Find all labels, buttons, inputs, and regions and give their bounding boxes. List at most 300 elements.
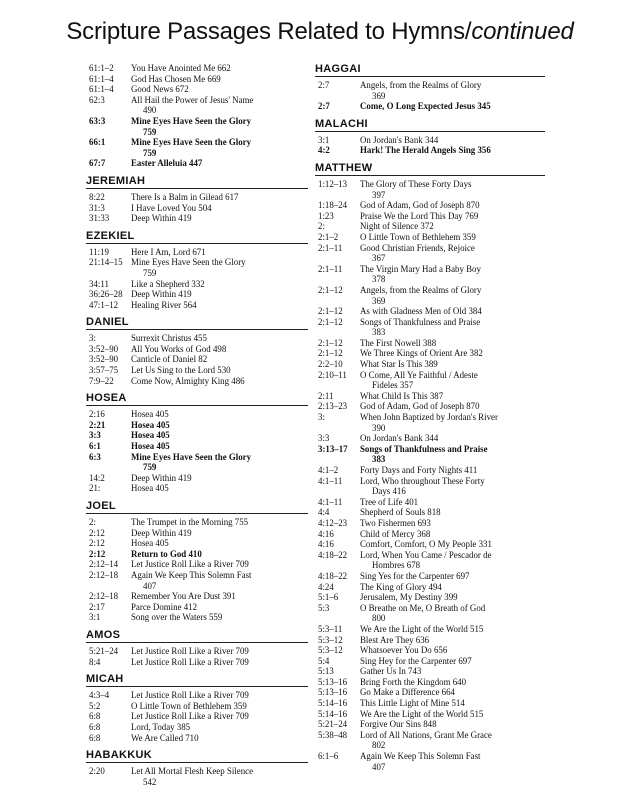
hymn-title-text: God of Adam, God of Joseph 870 bbox=[360, 200, 480, 211]
hymn-number: 397 bbox=[372, 189, 386, 200]
hymn-title bbox=[360, 730, 545, 751]
scripture-entry bbox=[86, 570, 308, 591]
hymn-title bbox=[360, 603, 545, 624]
scripture-reference: 2:16 bbox=[89, 409, 105, 420]
book-heading: HOSEA bbox=[86, 392, 308, 406]
hymn-number: 369 bbox=[372, 295, 386, 306]
hymn-title bbox=[360, 719, 545, 730]
scripture-reference: 2:17 bbox=[89, 601, 105, 612]
scripture-reference: 2:7 bbox=[318, 80, 330, 90]
scripture-entry bbox=[315, 709, 545, 720]
scripture-reference: 2:12–18 bbox=[89, 569, 119, 580]
scripture-reference: 3:52–90 bbox=[89, 343, 119, 354]
scripture-reference: 3:52–90 bbox=[89, 354, 119, 365]
hymn-title bbox=[131, 158, 308, 169]
hymn-title-text: Surrexit Christus 455 bbox=[131, 333, 207, 344]
hymn-title-text: Again We Keep This Solemn Fast bbox=[131, 569, 252, 580]
hymn-title-text: Remember You Are Dust 391 bbox=[131, 591, 236, 602]
hymn-title-text: As with Gladness Men of Old 384 bbox=[360, 306, 482, 317]
hymn-title bbox=[360, 550, 545, 571]
scripture-reference: 2:1–11 bbox=[318, 263, 343, 274]
hymn-title-text: The First Nowell 388 bbox=[360, 337, 437, 348]
hymn-title bbox=[360, 518, 545, 529]
hymn-title-text: God Has Chosen Me 669 bbox=[131, 73, 221, 84]
scripture-entry bbox=[86, 430, 308, 441]
scripture-reference: 47:1–12 bbox=[89, 299, 119, 310]
hymn-title-text: Angels, from the Realms of Glory bbox=[360, 284, 482, 295]
scripture-reference: 2:1–12 bbox=[318, 348, 343, 359]
hymn-title-text: There Is a Balm in Gilead 617 bbox=[131, 191, 239, 202]
hymn-title-text: Let Justice Roll Like a River 709 bbox=[131, 711, 249, 722]
hymn-title bbox=[360, 285, 545, 306]
hymn-title-text: All Hail the Power of Jesus' Name bbox=[131, 94, 254, 105]
hymn-title bbox=[131, 528, 308, 539]
book-heading: MALACHI bbox=[315, 118, 545, 132]
hymn-title-text: God of Adam, God of Joseph 870 bbox=[360, 401, 480, 412]
scripture-entry bbox=[86, 452, 308, 473]
scripture-entry bbox=[315, 200, 545, 211]
hymn-title-text: Let Us Sing to the Lord 530 bbox=[131, 365, 231, 376]
hymn-title bbox=[131, 517, 308, 528]
scripture-entry bbox=[86, 279, 308, 290]
scripture-reference: 7:9–22 bbox=[89, 375, 114, 386]
hymn-title bbox=[131, 137, 308, 158]
hymn-title bbox=[360, 582, 545, 593]
hymn-title bbox=[131, 473, 308, 484]
hymn-title-text: This Little Light of Mine 514 bbox=[360, 698, 465, 709]
hymn-title bbox=[131, 722, 308, 733]
hymn-title-text: Blest Are They 636 bbox=[360, 634, 430, 645]
hymn-title bbox=[360, 145, 545, 156]
scripture-entry bbox=[86, 289, 308, 300]
hymn-title bbox=[131, 483, 308, 494]
scripture-reference: 61:1–2 bbox=[89, 63, 114, 73]
hymn-title-text: Let Justice Roll Like a River 709 bbox=[131, 559, 249, 570]
scripture-reference: 5:14–16 bbox=[318, 708, 348, 719]
hymn-title-text: Parce Domine 412 bbox=[131, 601, 198, 612]
scripture-entry bbox=[315, 370, 545, 391]
book-heading: MATTHEW bbox=[315, 162, 545, 176]
hymn-title bbox=[360, 497, 545, 508]
scripture-entry bbox=[86, 646, 308, 657]
scripture-entry bbox=[315, 444, 545, 465]
scripture-reference: 2:1–12 bbox=[318, 306, 343, 317]
hymn-title bbox=[360, 656, 545, 667]
hymn-number: 759 bbox=[143, 267, 157, 278]
hymn-title bbox=[360, 359, 545, 370]
hymn-title-text: Mine Eyes Have Seen the Glory bbox=[131, 451, 252, 462]
hymn-title-text: The Glory of These Forty Days bbox=[360, 178, 472, 189]
hymn-number: 490 bbox=[143, 105, 157, 116]
hymn-title bbox=[360, 507, 545, 518]
scripture-entry bbox=[315, 433, 545, 444]
scripture-reference: 5:21–24 bbox=[89, 645, 119, 656]
hymn-title-text: Sing Yes for the Carpenter 697 bbox=[360, 570, 470, 581]
scripture-reference: 62:3 bbox=[89, 94, 105, 105]
book-heading: DANIEL bbox=[86, 316, 308, 330]
hymn-title-text: Let Justice Roll Like a River 709 bbox=[131, 645, 249, 656]
book-heading: AMOS bbox=[86, 629, 308, 643]
hymn-title bbox=[360, 444, 545, 465]
hymn-title bbox=[360, 677, 545, 688]
hymn-title bbox=[131, 84, 308, 95]
hymn-number: Hombres 678 bbox=[372, 560, 421, 571]
hymn-title-text: We Are the Light of the World 515 bbox=[360, 708, 484, 719]
hymn-title-text: Return to God 410 bbox=[131, 548, 202, 559]
scripture-reference: 5:3–11 bbox=[318, 623, 343, 634]
hymn-title-text: Hosea 405 bbox=[131, 483, 169, 494]
scripture-entry bbox=[86, 690, 308, 701]
scripture-reference: 4:24 bbox=[318, 581, 334, 592]
scripture-entry bbox=[315, 348, 545, 359]
scripture-reference: 31:3 bbox=[89, 202, 105, 213]
book-heading: JEREMIAH bbox=[86, 175, 308, 189]
hymn-title-text: Let Justice Roll Like a River 709 bbox=[131, 690, 249, 701]
scripture-reference: 8:22 bbox=[89, 191, 105, 202]
scripture-reference: 4:18–22 bbox=[318, 570, 348, 581]
hymn-title bbox=[360, 592, 545, 603]
hymn-title bbox=[360, 412, 545, 433]
scripture-reference: 2:1–12 bbox=[318, 284, 343, 295]
scripture-reference: 5:38–48 bbox=[318, 729, 348, 740]
scripture-reference: 14:2 bbox=[89, 472, 105, 483]
scripture-reference: 2: bbox=[89, 517, 96, 527]
hymn-title-text: Hosea 405 bbox=[131, 419, 170, 430]
hymn-title bbox=[131, 247, 308, 258]
hymn-number: 759 bbox=[143, 147, 157, 158]
hymn-title-text: On Jordan's Bank 344 bbox=[360, 433, 439, 444]
scripture-reference: 2:1–12 bbox=[318, 337, 343, 348]
page-title-main: Scripture Passages Related to Hymns/ bbox=[66, 18, 472, 45]
hymn-title-text: Shepherd of Souls 818 bbox=[360, 507, 441, 518]
scripture-reference: 2:21 bbox=[89, 419, 106, 430]
hymn-title bbox=[131, 538, 308, 549]
hymn-title bbox=[360, 529, 545, 540]
scripture-entry bbox=[86, 441, 308, 452]
scripture-entry bbox=[86, 95, 308, 116]
scripture-entry bbox=[315, 264, 545, 285]
hymn-title-text: Good Christian Friends, Rejoice bbox=[360, 242, 475, 253]
hymn-title-text: Go Make a Difference 664 bbox=[360, 687, 455, 698]
scripture-reference: 4:12–23 bbox=[318, 517, 348, 528]
hymn-number: Days 416 bbox=[372, 486, 406, 497]
hymn-title-text: Mine Eyes Have Seen the Glory bbox=[131, 137, 252, 148]
scripture-entry bbox=[315, 412, 545, 433]
scripture-reference: 3: bbox=[318, 412, 325, 423]
scripture-reference: 21:14–15 bbox=[89, 257, 123, 268]
hymn-title bbox=[131, 602, 308, 613]
scripture-reference: 61:1–4 bbox=[89, 84, 114, 95]
hymn-title bbox=[360, 645, 545, 656]
hymn-title bbox=[131, 365, 308, 376]
hymn-title bbox=[131, 74, 308, 85]
scripture-entry bbox=[86, 549, 308, 560]
hymn-title-text: The King of Glory 494 bbox=[360, 581, 442, 592]
hymn-title-text: Two Fishermen 693 bbox=[360, 517, 431, 528]
scripture-reference: 11:19 bbox=[89, 246, 109, 257]
scripture-reference: 6:8 bbox=[89, 721, 101, 732]
hymn-title bbox=[131, 657, 308, 668]
hymn-title-text: Forty Days and Forty Nights 411 bbox=[360, 465, 478, 475]
scripture-entry bbox=[86, 300, 308, 311]
scripture-entry bbox=[315, 179, 545, 200]
book-heading: EZEKIEL bbox=[86, 230, 308, 244]
hymn-title bbox=[360, 317, 545, 338]
hymn-number: 378 bbox=[372, 274, 386, 285]
hymn-title bbox=[131, 203, 308, 214]
scripture-reference: 4:16 bbox=[318, 528, 334, 539]
hymn-title-text: Come Now, Almighty King 486 bbox=[131, 375, 245, 386]
hymn-title bbox=[360, 80, 545, 101]
scripture-reference: 6:8 bbox=[89, 732, 101, 743]
scripture-reference: 2:10–11 bbox=[318, 369, 347, 380]
scripture-reference: 2:11 bbox=[318, 390, 334, 401]
hymn-title-text: When John Baptized by Jordan's River bbox=[360, 412, 498, 423]
book-heading: HABAKKUK bbox=[86, 749, 308, 763]
hymn-number: 800 bbox=[372, 613, 386, 624]
scripture-reference: 5:4 bbox=[318, 655, 330, 666]
hymn-title bbox=[131, 279, 308, 290]
left-column bbox=[86, 63, 308, 787]
hymn-title bbox=[360, 179, 545, 200]
hymn-title-text: Good News 672 bbox=[131, 84, 189, 95]
scripture-entry bbox=[86, 63, 308, 74]
scripture-reference: 5:1–6 bbox=[318, 592, 339, 603]
book-heading: JOEL bbox=[86, 500, 308, 514]
scripture-entry bbox=[315, 645, 545, 656]
hymn-title bbox=[131, 409, 308, 420]
hymn-number: 367 bbox=[372, 253, 386, 264]
hymn-title-text: O Breathe on Me, O Breath of God bbox=[360, 602, 486, 613]
scripture-reference: 36:26–28 bbox=[89, 289, 123, 300]
scripture-reference: 5:3 bbox=[318, 602, 330, 613]
hymn-title-text: Hosea 405 bbox=[131, 538, 169, 549]
hymn-title-text: Mine Eyes Have Seen the Glory bbox=[131, 115, 252, 126]
scripture-reference: 4:16 bbox=[318, 539, 334, 550]
hymn-title bbox=[360, 101, 545, 112]
hymn-title-text: Here I Am, Lord 671 bbox=[131, 246, 206, 257]
hymn-title-text: Deep Within 419 bbox=[131, 213, 192, 224]
scripture-entry bbox=[86, 84, 308, 95]
scripture-reference: 2:12–18 bbox=[89, 591, 119, 602]
scripture-reference: 2:12–14 bbox=[89, 559, 119, 570]
hymn-title bbox=[131, 646, 308, 657]
scripture-entry bbox=[315, 687, 545, 698]
hymn-title-text: Praise We the Lord This Day 769 bbox=[360, 210, 479, 221]
scripture-entry bbox=[86, 376, 308, 387]
hymn-title-text: Songs of Thankfulness and Praise bbox=[360, 316, 481, 327]
scripture-entry bbox=[86, 701, 308, 712]
scripture-entry bbox=[315, 507, 545, 518]
hymn-title bbox=[360, 433, 545, 444]
scripture-entry bbox=[315, 550, 545, 571]
scripture-reference: 6:3 bbox=[89, 451, 101, 462]
scripture-reference: 4:4 bbox=[318, 507, 330, 518]
scripture-entry bbox=[315, 592, 545, 603]
hymn-title-text: Let Justice Roll Like a River 709 bbox=[131, 656, 249, 667]
hymn-title bbox=[360, 391, 545, 402]
scripture-reference: 3:57–75 bbox=[89, 365, 119, 376]
scripture-reference: 3:3 bbox=[89, 430, 101, 441]
hymn-title-text: Come, O Long Expected Jesus 345 bbox=[360, 101, 491, 112]
hymn-title-text: On Jordan's Bank 344 bbox=[360, 134, 439, 145]
scripture-entry bbox=[86, 733, 308, 744]
hymn-number: Fideles 357 bbox=[372, 380, 414, 391]
scripture-reference: 5:3–12 bbox=[318, 645, 343, 656]
scripture-entry bbox=[315, 101, 545, 112]
scripture-entry bbox=[86, 213, 308, 224]
scripture-reference: 2:13–23 bbox=[318, 401, 348, 412]
scripture-entry bbox=[315, 677, 545, 688]
scripture-reference: 2:1–12 bbox=[318, 316, 343, 327]
scripture-reference: 5:21–24 bbox=[318, 719, 348, 730]
hymn-title bbox=[131, 344, 308, 355]
scripture-reference: 3: bbox=[89, 333, 96, 344]
scripture-reference: 1:23 bbox=[318, 210, 334, 221]
scripture-reference: 3:1 bbox=[89, 612, 101, 623]
scripture-entry bbox=[86, 116, 308, 137]
scripture-entry bbox=[315, 571, 545, 582]
scripture-entry bbox=[86, 257, 308, 278]
scripture-reference: 2:12 bbox=[89, 527, 105, 538]
scripture-reference: 66:1 bbox=[89, 137, 106, 148]
hymn-title bbox=[131, 300, 308, 311]
scripture-entry bbox=[315, 285, 545, 306]
scripture-entry bbox=[315, 698, 545, 709]
hymn-title bbox=[360, 135, 545, 146]
hymn-title-text: Forgive Our Sins 848 bbox=[360, 719, 437, 730]
scripture-reference: 8:4 bbox=[89, 656, 101, 667]
scripture-entry bbox=[315, 465, 545, 476]
hymn-title bbox=[131, 63, 308, 74]
scripture-entry bbox=[86, 483, 308, 494]
scripture-reference: 2:1–11 bbox=[318, 242, 343, 253]
hymn-number: 759 bbox=[143, 126, 157, 137]
scripture-entry bbox=[86, 74, 308, 85]
scripture-entry bbox=[86, 333, 308, 344]
scripture-reference: 5:13 bbox=[318, 666, 334, 677]
scripture-reference: 3:13–17 bbox=[318, 443, 348, 454]
scripture-entry bbox=[86, 158, 308, 169]
hymn-title-text: Comfort, Comfort, O My People 331 bbox=[360, 539, 492, 550]
hymn-title-text: Child of Mercy 368 bbox=[360, 528, 431, 539]
scripture-entry bbox=[315, 497, 545, 508]
hymn-title bbox=[131, 733, 308, 744]
hymn-title bbox=[360, 401, 545, 412]
scripture-reference: 4:2 bbox=[318, 145, 330, 156]
hymn-title-text: We Are Called 710 bbox=[131, 732, 199, 743]
scripture-entry bbox=[86, 137, 308, 158]
scripture-entry bbox=[315, 80, 545, 101]
hymn-title-text: Night of Silence 372 bbox=[360, 221, 434, 232]
hymn-title bbox=[360, 709, 545, 720]
hymn-title-text: Sing Hey for the Carpenter 697 bbox=[360, 655, 472, 666]
hymn-title bbox=[360, 635, 545, 646]
hymn-title bbox=[131, 213, 308, 224]
hymn-title bbox=[131, 690, 308, 701]
hymn-title-text: Easter Alleluia 447 bbox=[131, 158, 203, 169]
page-title bbox=[0, 18, 640, 46]
hymn-title-text: Songs of Thankfulness and Praise bbox=[360, 443, 488, 454]
hymn-title-text: Hosea 405 bbox=[131, 430, 170, 441]
scripture-reference: 4:1–11 bbox=[318, 475, 343, 486]
scripture-reference: 61:1–4 bbox=[89, 73, 114, 84]
hymn-number: 802 bbox=[372, 740, 386, 751]
hymn-number: 383 bbox=[372, 327, 386, 338]
hymn-number: 390 bbox=[372, 422, 386, 433]
hymn-title-text: Song over the Waters 559 bbox=[131, 612, 223, 623]
scripture-entry bbox=[86, 538, 308, 549]
hymn-title-text: Hosea 405 bbox=[131, 441, 170, 452]
scripture-entry bbox=[315, 582, 545, 593]
scripture-entry bbox=[315, 656, 545, 667]
scripture-reference: 21: bbox=[89, 483, 101, 494]
scripture-entry bbox=[86, 192, 308, 203]
hymn-title bbox=[131, 612, 308, 623]
scripture-entry bbox=[315, 603, 545, 624]
scripture-entry bbox=[86, 365, 308, 376]
scripture-entry bbox=[315, 751, 545, 772]
scripture-reference: 1:12–13 bbox=[318, 178, 348, 189]
scripture-entry bbox=[86, 409, 308, 420]
hymn-title-text: Deep Within 419 bbox=[131, 289, 192, 300]
scripture-entry bbox=[315, 635, 545, 646]
hymn-number: 407 bbox=[372, 761, 386, 772]
hymn-title-text: Hark! The Herald Angels Sing 356 bbox=[360, 145, 491, 156]
hymn-title-text: Hosea 405 bbox=[131, 409, 169, 420]
scripture-reference: 2:12 bbox=[89, 538, 105, 549]
hymn-title-text: Gather Us In 743 bbox=[360, 666, 422, 677]
scripture-entry bbox=[315, 232, 545, 243]
scripture-reference: 2:1–2 bbox=[318, 231, 339, 242]
scripture-entry bbox=[315, 317, 545, 338]
scripture-entry bbox=[86, 354, 308, 365]
scripture-entry bbox=[86, 711, 308, 722]
scripture-entry bbox=[86, 247, 308, 258]
hymn-title bbox=[131, 559, 308, 570]
hymn-title bbox=[131, 354, 308, 365]
hymn-title bbox=[131, 333, 308, 344]
scripture-reference: 67:7 bbox=[89, 158, 106, 169]
hymn-title bbox=[360, 571, 545, 582]
scripture-reference: 4:3–4 bbox=[89, 690, 110, 701]
scripture-reference: 5:3–12 bbox=[318, 634, 343, 645]
hymn-title bbox=[360, 338, 545, 349]
scripture-entry bbox=[315, 145, 545, 156]
hymn-title bbox=[131, 420, 308, 431]
scripture-reference: 4:1–11 bbox=[318, 496, 343, 507]
scripture-reference: 2:20 bbox=[89, 766, 105, 777]
hymn-title-text: Mine Eyes Have Seen the Glory bbox=[131, 257, 246, 268]
hymn-title bbox=[360, 211, 545, 222]
scripture-entry bbox=[315, 719, 545, 730]
scripture-entry bbox=[86, 517, 308, 528]
hymn-title bbox=[131, 711, 308, 722]
hymn-title-text: O Little Town of Bethlehem 359 bbox=[131, 700, 247, 711]
hymn-title-text: The Virgin Mary Had a Baby Boy bbox=[360, 263, 481, 274]
hymn-title-text: We Three Kings of Orient Are 382 bbox=[360, 348, 483, 359]
hymn-title bbox=[131, 192, 308, 203]
hymn-title-text: We Are the Light of the World 515 bbox=[360, 623, 484, 634]
hymn-title-text: Like a Shepherd 332 bbox=[131, 278, 205, 289]
scripture-entry bbox=[315, 401, 545, 412]
scripture-entry bbox=[86, 612, 308, 623]
hymn-title bbox=[131, 441, 308, 452]
book-heading: MICAH bbox=[86, 673, 308, 687]
right-column bbox=[315, 63, 545, 772]
scripture-entry bbox=[315, 338, 545, 349]
hymn-title bbox=[360, 232, 545, 243]
